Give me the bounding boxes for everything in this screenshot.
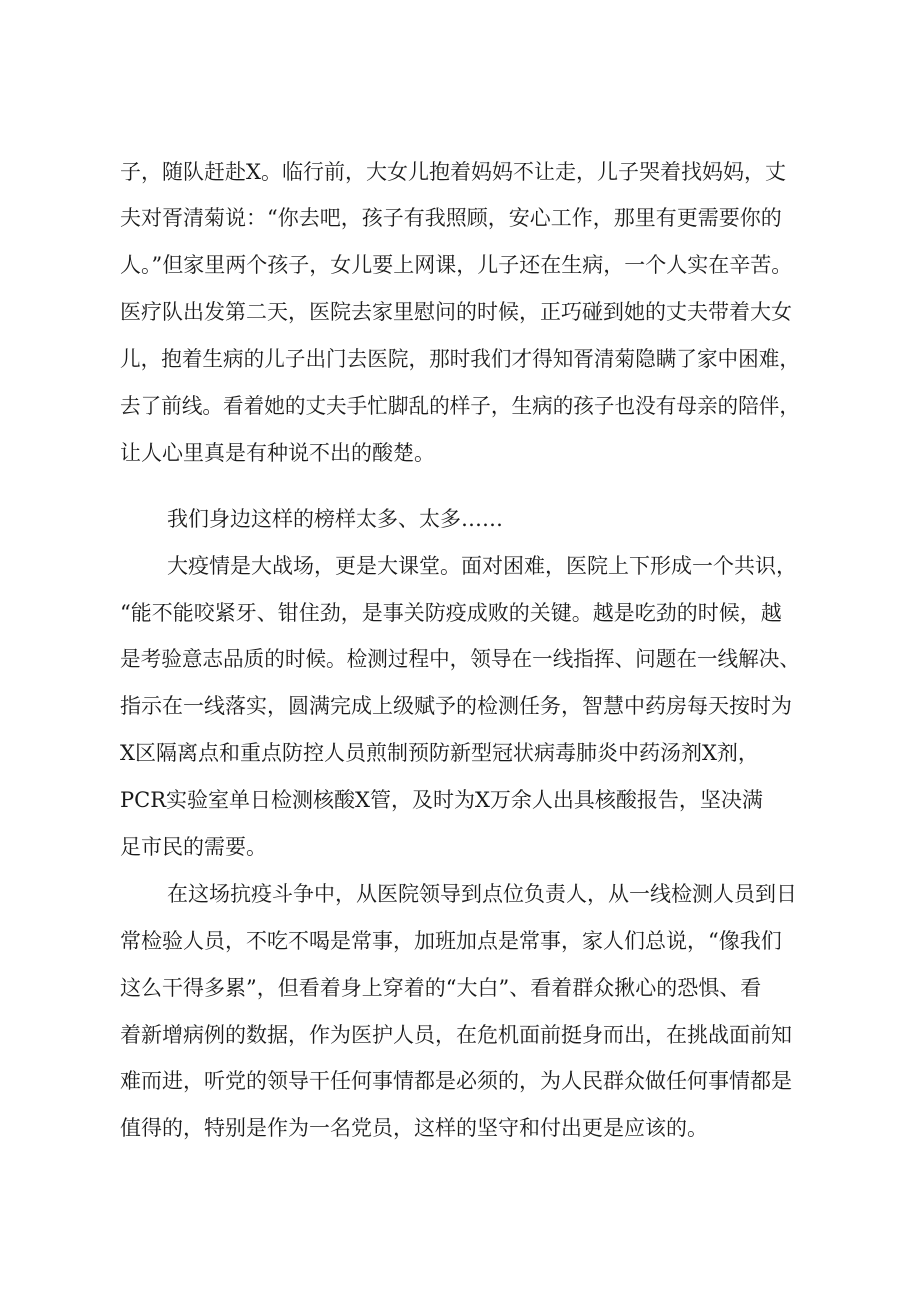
paragraph-line: 指示在一线落实，圆满完成上级赋予的检测任务，智慧中药房每天按时为	[120, 694, 792, 718]
paragraph-line: 大疫情是大战场，更是大课堂。面对困难，医院上下形成一个共识，	[167, 554, 797, 578]
paragraph-line: 在这场抗疫斗争中，从医院领导到点位负责人，从一线检测人员到日	[167, 882, 797, 906]
paragraph-line: 值得的，特别是作为一名党员，这样的坚守和付出更是应该的。	[120, 1116, 708, 1140]
paragraph-line: 着新增病例的数据，作为医护人员，在危机面前挺身而出，在挑战面前知	[120, 1023, 792, 1047]
paragraph-line: 足市民的需要。	[120, 835, 267, 859]
paragraph-line: 是考验意志品质的时候。检测过程中，领导在一线指挥、问题在一线解决、	[120, 647, 800, 671]
paragraph-line: 我们身边这样的榜样太多、太多……	[167, 507, 503, 531]
paragraph-line: 常检验人员，不吃不喝是常事，加班加点是常事，家人们总说，“像我们	[120, 929, 782, 953]
paragraph-line: 难而进，听党的领导干任何事情都是必须的，为人民群众做任何事情都是	[120, 1069, 792, 1093]
paragraph-line: 让人心里真是有种说不出的酸楚。	[120, 441, 435, 465]
paragraph-line: “能不能咬紧牙、钳住劲，是事关防疫成败的关键。越是吃劲的时候，越	[120, 601, 782, 625]
paragraph-line: PCR实验室单日检测核酸X管，及时为X万余人出具核酸报告，坚决满	[120, 788, 763, 812]
paragraph-line: 子，随队赶赴X。临行前，大女儿抱着妈妈不让走，儿子哭着找妈妈，丈	[120, 160, 786, 184]
paragraph-line: 医疗队出发第二天，医院去家里慰问的时候，正巧碰到她的丈夫带着大女	[120, 300, 792, 324]
paragraph-line: 儿，抱着生病的儿子出门去医院，那时我们才得知胥清菊隐瞒了家中困难，	[120, 347, 800, 371]
paragraph-line: 去了前线。看着她的丈夫手忙脚乱的样子，生病的孩子也没有母亲的陪伴，	[120, 394, 800, 418]
paragraph-line: 人。”但家里两个孩子，女儿要上网课，儿子还在生病，一个人实在辛苦。	[120, 253, 793, 277]
paragraph-line: X区隔离点和重点防控人员煎制预防新型冠状病毒肺炎中药汤剂X剂，	[120, 741, 759, 765]
paragraph-line: 这么干得多累”，但看着身上穿着的“大白”、看着群众揪心的恐惧、看	[120, 976, 762, 1000]
paragraph-line: 夫对胥清菊说：“你去吧，孩子有我照顾，安心工作，那里有更需要你的	[120, 206, 782, 230]
